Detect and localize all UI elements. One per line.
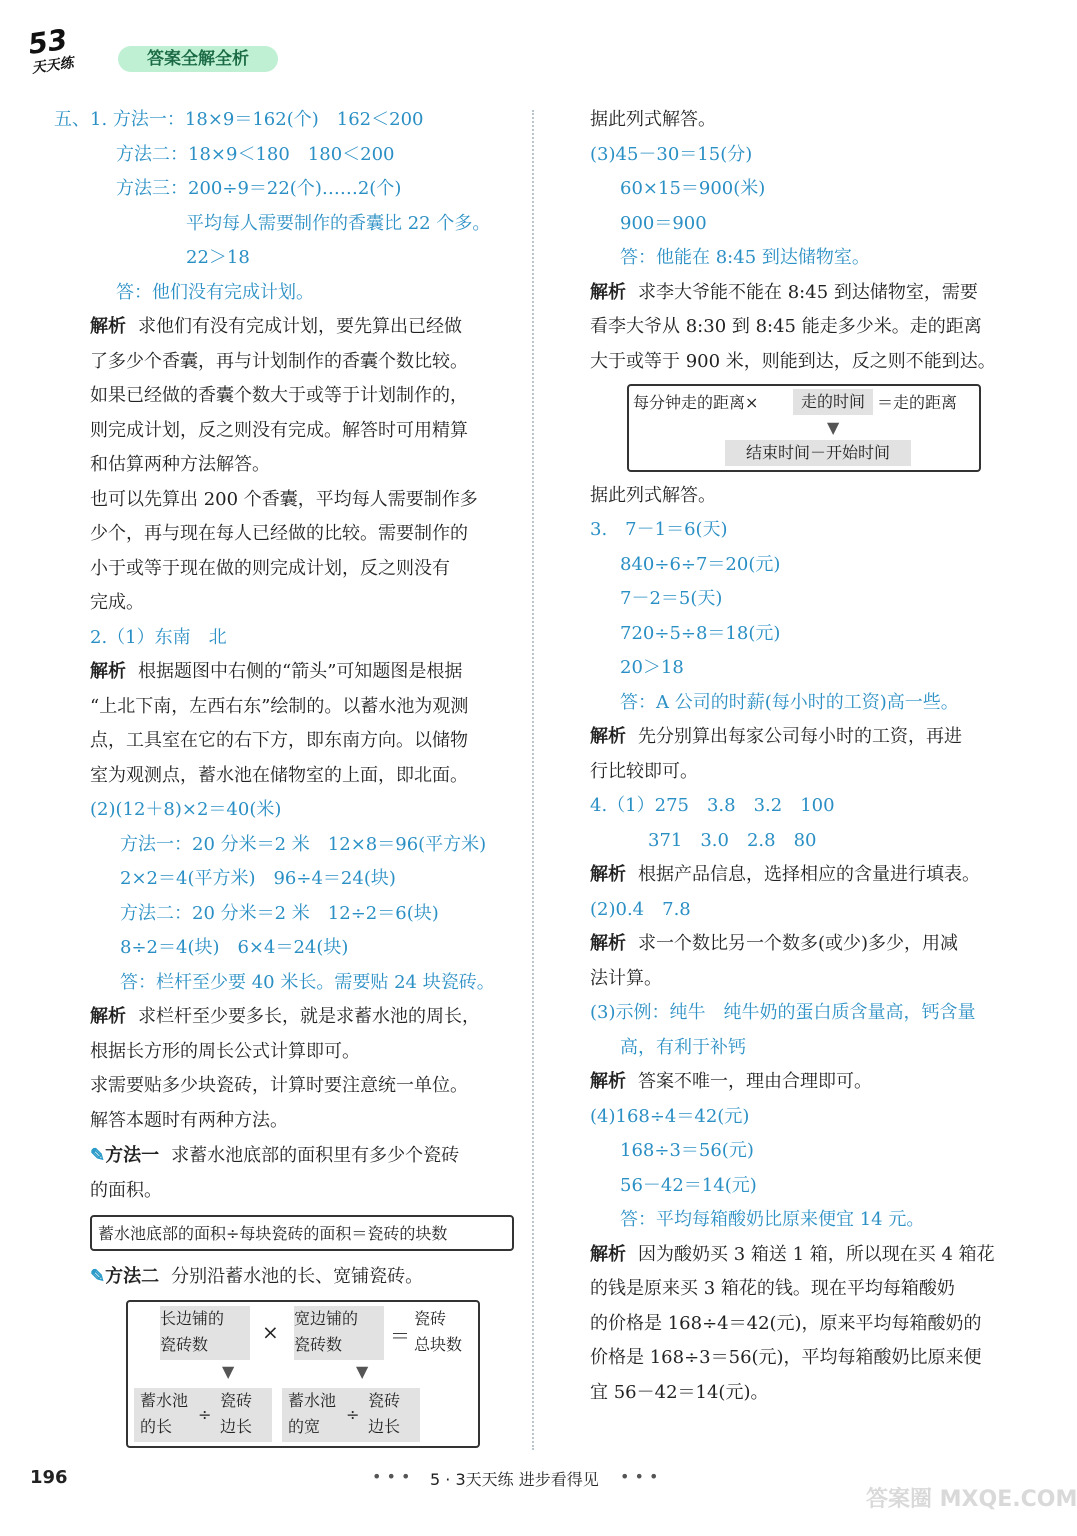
- analysis-line: 大于或等于 900 米，则能到达，反之则不能到达。: [590, 351, 996, 372]
- answer-line: (3)示例：纯牛 纯牛奶的蛋白质含量高，钙含量: [590, 1002, 976, 1023]
- answer-line: 840÷6÷7＝20(元): [620, 554, 781, 575]
- page-number: 196: [30, 1467, 68, 1488]
- logo-number: 53: [26, 22, 70, 61]
- answer-line: (2)0.4 7.8: [590, 899, 691, 920]
- analysis-line: 据此列式解答。: [590, 109, 716, 130]
- analysis-line: 也可以先算出 200 个香囊，平均每人需要制作多: [90, 489, 478, 510]
- brand-logo: [26, 22, 75, 80]
- answer-line: 900＝900: [620, 213, 707, 234]
- bulb-icon: ✎: [90, 1145, 106, 1166]
- answer-line: 3. 7－1＝6(天): [590, 519, 728, 540]
- analysis-line: 解析 求一个数比另一个数多(或少)多少，用减: [590, 933, 959, 954]
- answer-line: 7－2＝5(天): [620, 588, 723, 609]
- method-line: ✎方法一 求蓄水池底部的面积里有多少个瓷砖: [90, 1145, 460, 1166]
- answer-line: 平均每人需要制作的香囊比 22 个多。: [186, 213, 491, 234]
- formula-text: 蓄水池底部的面积÷每块瓷砖的面积＝瓷砖的块数: [98, 1224, 448, 1243]
- answer-line: 答：平均每箱酸奶比原来便宜 14 元。: [620, 1209, 925, 1230]
- analysis-line: 室为观测点，蓄水池在储物室的上面，即北面。: [90, 765, 468, 786]
- formula-part: ＝走的距离: [877, 393, 958, 412]
- analysis-line: 根据长方形的周长公式计算即可。: [90, 1041, 360, 1062]
- down-arrow-icon: ▼: [222, 1362, 235, 1381]
- analysis-line: 据此列式解答。: [590, 485, 716, 506]
- analysis-line: 价格是 168÷3＝56(元)，平均每箱酸奶比原来便: [590, 1347, 982, 1368]
- times-symbol: ×: [262, 1320, 279, 1344]
- column-divider: [532, 110, 534, 1450]
- analysis-line: 如果已经做的香囊个数大于或等于计划制作的，: [90, 385, 468, 406]
- analysis-line: 点，工具室在它的右下方，即东南方向。以储物: [90, 730, 468, 751]
- analysis-line: 的钱是原来买 3 箱花的钱。现在平均每箱酸奶: [590, 1278, 955, 1299]
- answer-line: 答：栏杆至少要 40 米长。需要贴 24 块瓷砖。: [120, 972, 495, 993]
- footer-slogan: 5 · 3天天练 进步看得见: [430, 1470, 599, 1489]
- answer-line: 答：他们没有完成计划。: [116, 282, 314, 303]
- analysis-line: 看李大爷从 8:30 到 8:45 能走多少米。走的距离: [590, 316, 982, 337]
- analysis-line: “上北下南，左西右东”绘制的。以蓄水池为观测: [90, 696, 469, 717]
- answer-line: 方法二：18×9＜180 180＜200: [116, 144, 395, 165]
- answer-line: 4.（1）275 3.8 3.2 100: [590, 795, 835, 816]
- analysis-line: 少个，再与现在每人已经做的比较。需要制作的: [90, 523, 468, 544]
- formula-box: [90, 1215, 514, 1251]
- analysis-line: 的面积。: [90, 1180, 162, 1201]
- analysis-line: 法计算。: [590, 968, 662, 989]
- answer-line: 答：他能在 8:45 到达储物室。: [620, 247, 870, 268]
- footer-dots: • • •: [372, 1467, 411, 1486]
- analysis-line: 解析 因为酸奶买 3 箱送 1 箱，所以现在买 4 箱花: [590, 1244, 995, 1265]
- header-tag: 答案全解全析: [118, 46, 278, 72]
- long-side-tiles: 长边铺的 瓷砖数: [160, 1306, 250, 1360]
- analysis-line: 完成。: [90, 592, 144, 613]
- wide-formula: 蓄水池 的宽 ÷ 瓷砖 边长: [282, 1388, 420, 1442]
- total-tiles: 瓷砖 总块数: [414, 1309, 463, 1354]
- long-formula: 蓄水池 的长 ÷ 瓷砖 边长: [134, 1388, 272, 1442]
- answer-line: 168÷3＝56(元): [620, 1140, 754, 1161]
- down-arrow-icon: ▼: [827, 418, 840, 437]
- footer-dots: • • •: [620, 1467, 659, 1486]
- answer-line: 高，有利于补钙: [620, 1037, 746, 1058]
- logo-text: 天天练: [30, 55, 75, 77]
- answer-line: 371 3.0 2.8 80: [648, 830, 817, 851]
- answer-line: 2×2＝4(平方米) 96÷4＝24(块): [120, 868, 396, 889]
- answer-line: 22＞18: [186, 247, 250, 268]
- answer-line: 720÷5÷8＝18(元): [620, 623, 781, 644]
- answer-line: 方法一：20 分米＝2 米 12×8＝96(平方米): [120, 834, 487, 855]
- analysis-line: 解析 先分别算出每家公司每小时的工资，再进: [590, 726, 962, 747]
- analysis-line: 则完成计划，反之则没有完成。解答时可用精算: [90, 420, 468, 441]
- analysis-line: 小于或等于现在做的则完成计划，反之则没有: [90, 558, 450, 579]
- answer-line: (4)168÷4＝42(元): [590, 1106, 750, 1127]
- down-arrow-icon: ▼: [356, 1362, 369, 1381]
- analysis-line: 解析 求李大爷能不能在 8:45 到达储物室，需要: [590, 282, 978, 303]
- answer-line: 方法三：200÷9＝22(个)……2(个): [116, 178, 402, 199]
- analysis-line: 行比较即可。: [590, 761, 698, 782]
- answer-line: 2.（1）东南 北: [90, 627, 227, 648]
- distance-formula-box: [627, 384, 981, 472]
- method-line: ✎方法二 分别沿蓄水池的长、宽铺瓷砖。: [90, 1266, 424, 1287]
- answer-line: 方法二：20 分米＝2 米 12÷2＝6(块): [120, 903, 439, 924]
- analysis-line: 求需要贴多少块瓷砖，计算时要注意统一单位。: [90, 1075, 468, 1096]
- analysis-line: 宜 56－42＝14(元)。: [590, 1382, 769, 1403]
- answer-line: 56－42＝14(元): [620, 1175, 757, 1196]
- analysis-line: 的价格是 168÷4＝42(元)，原来平均每箱酸奶的: [590, 1313, 982, 1334]
- answer-line: 20＞18: [620, 657, 684, 678]
- answer-line: 8÷2＝4(块) 6×4＝24(块): [120, 937, 349, 958]
- answer-line: 答：A 公司的时薪(每小时的工资)高一些。: [620, 692, 959, 713]
- equals-symbol: ＝: [390, 1324, 410, 1348]
- formula-part: 走的时间: [793, 389, 873, 415]
- analysis-line: 了多少个香囊，再与计划制作的香囊个数比较。: [90, 351, 468, 372]
- wide-side-tiles: 宽边铺的 瓷砖数: [294, 1306, 384, 1360]
- analysis-line: 解答本题时有两种方法。: [90, 1110, 288, 1131]
- formula-part: 每分钟走的距离×: [633, 393, 759, 412]
- method2-diagram: [126, 1300, 480, 1448]
- analysis-line: 解析 根据题图中右侧的“箭头”可知题图是根据: [90, 661, 463, 682]
- answer-line: 五、1. 方法一：18×9＝162(个) 162＜200: [54, 109, 424, 130]
- answer-line: (3)45－30＝15(分): [590, 144, 753, 165]
- watermark: 答案圈 MXQE.COM: [866, 1487, 1077, 1512]
- analysis-line: 解析 求他们有没有完成计划，要先算出已经做: [90, 316, 462, 337]
- analysis-line: 解析 根据产品信息，选择相应的含量进行填表。: [590, 864, 980, 885]
- analysis-line: 解析 答案不唯一，理由合理即可。: [590, 1071, 872, 1092]
- bulb-icon: ✎: [90, 1266, 106, 1287]
- answer-line: 60×15＝900(米): [620, 178, 766, 199]
- analysis-line: 解析 求栏杆至少要多长，就是求蓄水池的周长，: [90, 1006, 480, 1027]
- answer-line: (2)(12＋8)×2＝40(米): [90, 799, 282, 820]
- analysis-line: 和估算两种方法解答。: [90, 454, 270, 475]
- formula-part: 结束时间－开始时间: [725, 440, 911, 466]
